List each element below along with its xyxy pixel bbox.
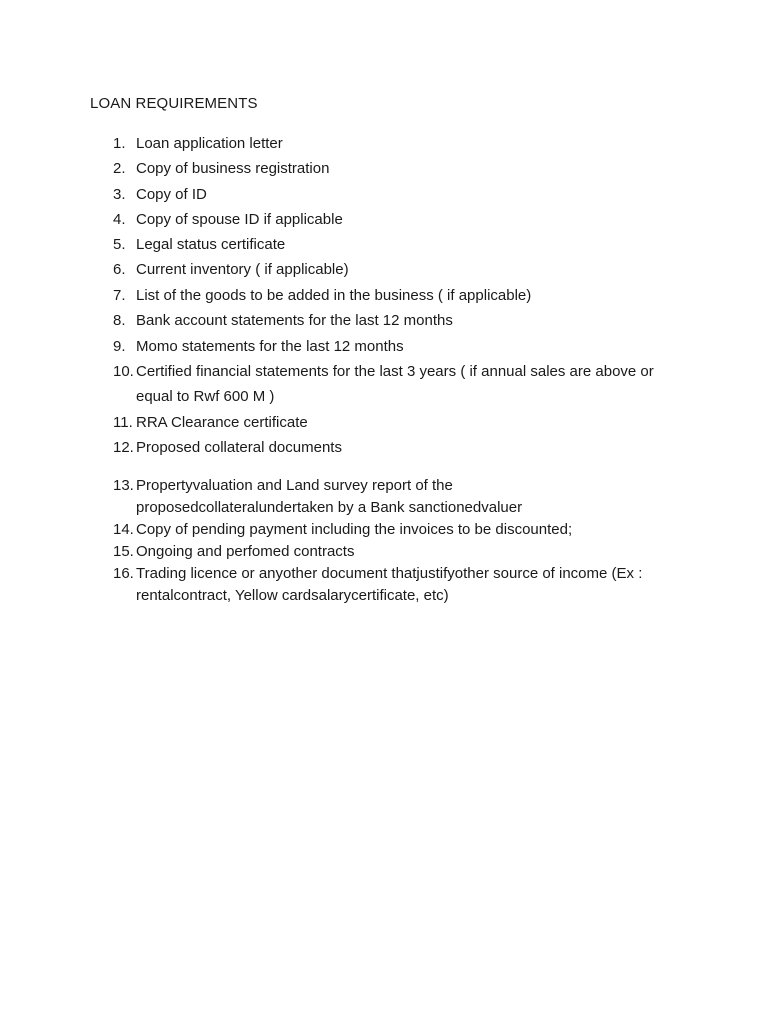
list-item-number: 5. bbox=[113, 236, 126, 253]
list-item-number: 16. bbox=[113, 565, 134, 582]
list-item-number: 1. bbox=[113, 135, 126, 152]
list-item-number: 11. bbox=[113, 414, 133, 431]
list-item-number: 12. bbox=[113, 439, 134, 456]
list-item-number: 6. bbox=[113, 261, 126, 278]
list-item-text: Trading licence or anyother document thatjustifyother source of income (Ex : rentalcontract, Yellow cardsalarycertificate, etc) bbox=[136, 565, 643, 604]
list-item-number: 15. bbox=[113, 543, 134, 560]
list-item-number: 14. bbox=[113, 521, 134, 538]
list-item-text: Legal status certificate bbox=[136, 236, 286, 253]
list-item-text: Copy of business registration bbox=[136, 160, 330, 177]
list-item-text: Copy of pending payment including the invoices to be discounted; bbox=[136, 521, 573, 538]
list-item-text: Bank account statements for the last 12 months bbox=[136, 312, 453, 329]
document-title: LOAN REQUIREMENTS bbox=[90, 95, 258, 112]
list-item-number: 10. bbox=[113, 363, 134, 380]
list-item-text: Copy of ID bbox=[136, 186, 207, 203]
list-item-text: RRA Clearance certificate bbox=[136, 414, 308, 431]
list-item-text: Loan application letter bbox=[136, 135, 283, 152]
list-item-text: Copy of spouse ID if applicable bbox=[136, 211, 343, 228]
list-item-text: List of the goods to be added in the business ( if applicable) bbox=[136, 287, 532, 304]
list-item-number: 2. bbox=[113, 160, 126, 177]
list-item-number: 8. bbox=[113, 312, 126, 329]
list-item-number: 7. bbox=[113, 287, 126, 304]
list-item-text: Certified financial statements for the last 3 years ( if annual sales are above or equal to Rwf 600 M ) bbox=[136, 363, 654, 405]
list-item-number: 3. bbox=[113, 186, 126, 203]
list-item-text: Proposed collateral documents bbox=[136, 439, 342, 456]
list-item-text: Ongoing and perfomed contracts bbox=[136, 543, 355, 560]
list-item-number: 9. bbox=[113, 338, 126, 355]
list-item-number: 13. bbox=[113, 477, 134, 494]
list-item-text: Propertyvaluation and Land survey report of the proposedcollateralundertaken by a Bank sanctionedvaluer bbox=[136, 477, 523, 516]
list-item-text: Momo statements for the last 12 months bbox=[136, 338, 404, 355]
list-item-text: Current inventory ( if applicable) bbox=[136, 261, 349, 278]
list-item-number: 4. bbox=[113, 211, 126, 228]
